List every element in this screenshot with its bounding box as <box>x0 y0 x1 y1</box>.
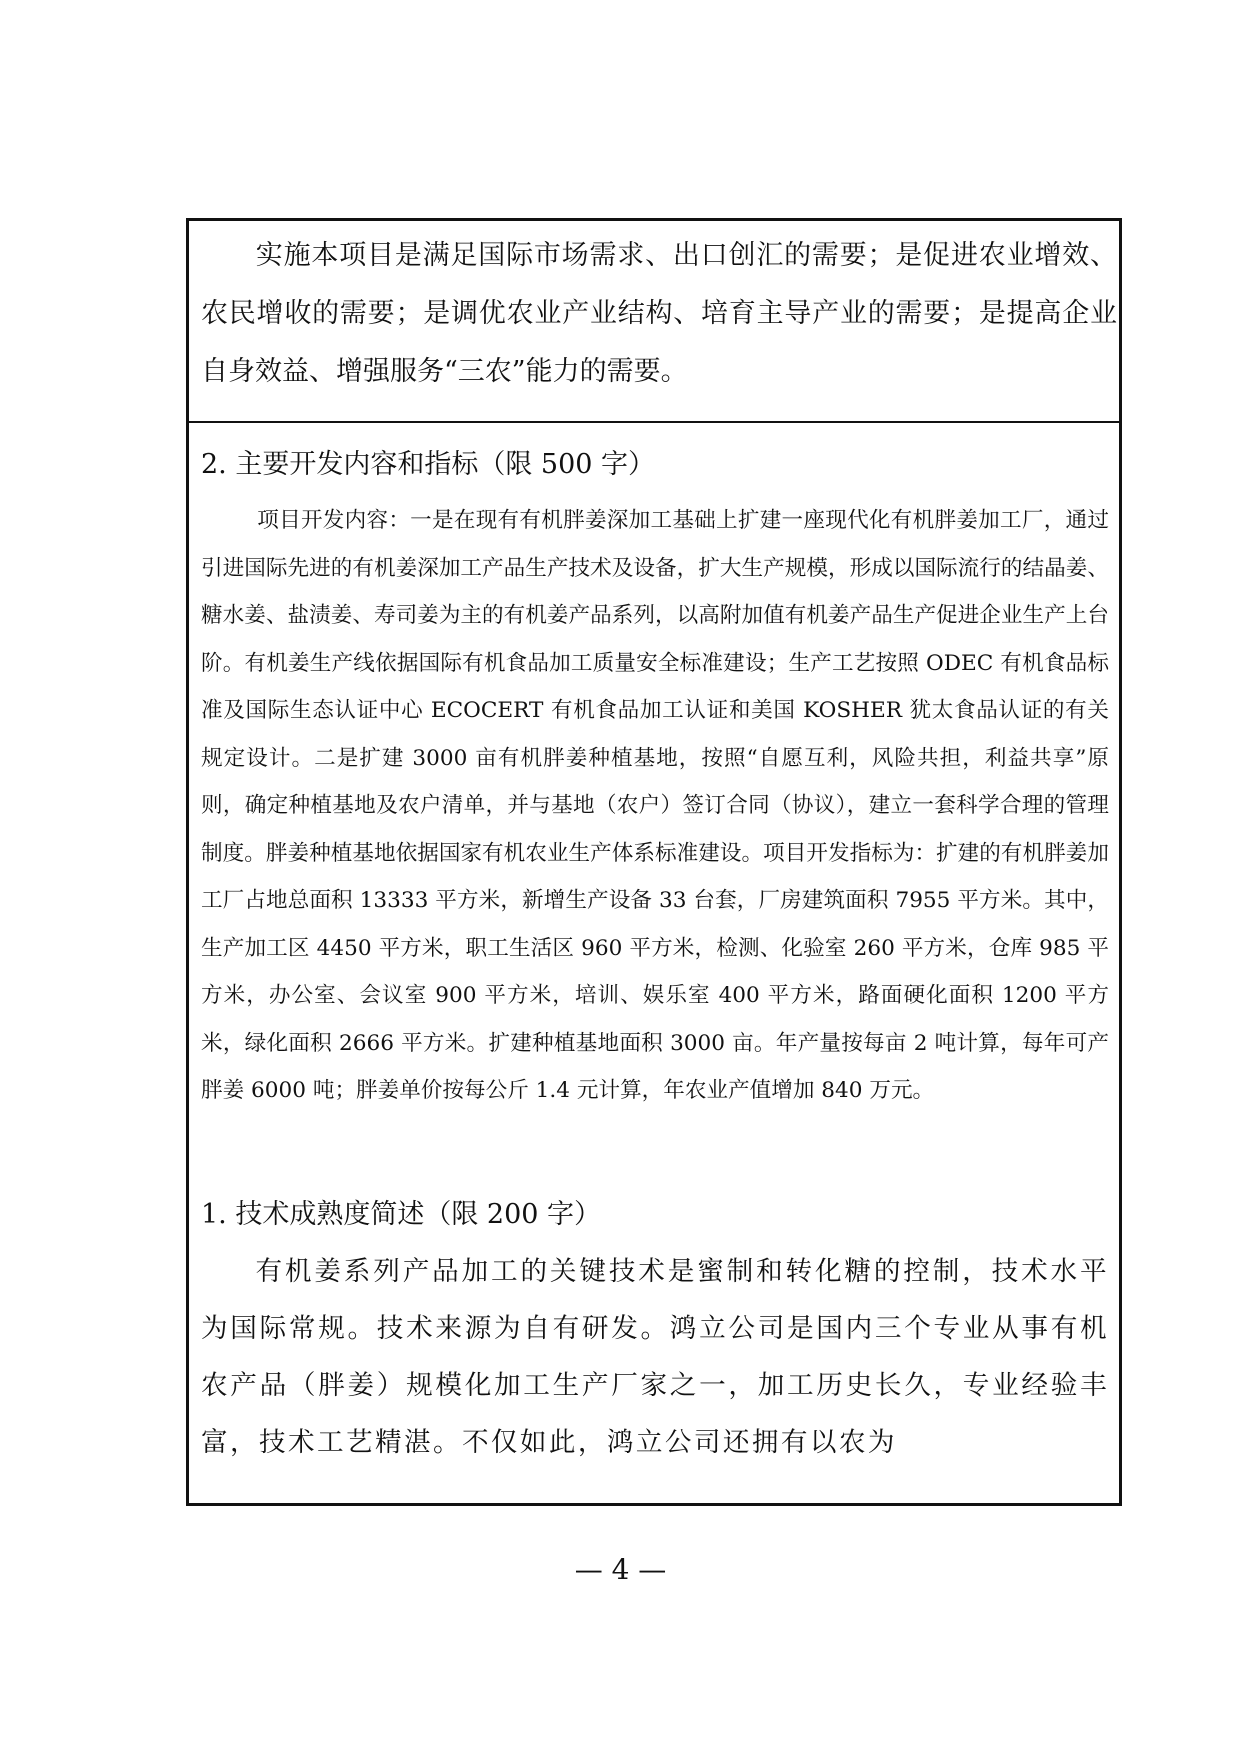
intro-paragraph <box>201 227 1117 401</box>
development-heading: 2. 主要开发内容和指标（限 500 字） <box>201 449 656 480</box>
development-paragraph-text: 项目开发内容：一是在现有有机胖姜深加工基础上扩建一座现代化有机胖姜加工厂，通过引进国际先进的有机姜深加工产品生产技术及设备，扩大生产规模，形成以国际流行的结晶姜、糖水姜、盐渍姜、寿司姜为主的有机姜产品系列，以高附加值有机姜产品生产促进企业生产上台阶。有机姜生产线依据国际有机食品加工质量安全标准建设；生产工艺按照 ODEC 有机食品标准及国际生态认证中心 ECOCERT 有机食品加工认证和美国 KOSHER 犹太食品认证的有关规定设计。二是扩建 3000 亩有机胖姜种植基地，按照“自愿互利，风险共担，利益共享”原则，确定种植基地及农户清单，并与基地（农户）签订合同（协议），建立一套科学合理的管理制度。胖姜种植基地依据国家有机农业生产体系标准建设。项目开发指标为：扩建的有机胖姜加工厂占地总面积 13333 平方米，新增生产设备 33 台套，厂房建筑面积 7955 平方米。其中，生产加工区 4450 平方米，职工生活区 960 平方米，检测、化验室 260 平方米，仓库 985 平方米，办公室、会议室 900 平方米，培训、娱乐室 400 平方米，路面硬化面积 1200 平方米，绿化面积 2666 平方米。扩建种植基地面积 3000 亩。年产量按每亩 2 吨计算，每年可产胖姜 6000 吨；胖姜单价按每公斤 1.4 元计算，年农业产值增加 840 万元。 <box>201 508 1109 1103</box>
technology-paragraph <box>201 1243 1109 1471</box>
development-paragraph <box>201 497 1109 1115</box>
form-table <box>186 218 1122 1506</box>
intro-paragraph-text: 实施本项目是满足国际市场需求、出口创汇的需要；是促进农业增效、农民增收的需要；是调优农业产业结构、培育主导产业的需要；是提高企业自身效益、增强服务“三农”能力的需要。 <box>201 240 1117 387</box>
page-number: — 4 — <box>574 1553 667 1586</box>
table-row-development <box>189 423 1119 1503</box>
technology-heading: 1. 技术成熟度简述（限 200 字） <box>201 1199 602 1230</box>
table-row-intro <box>189 221 1119 423</box>
technology-paragraph-text: 有机姜系列产品加工的关键技术是蜜制和转化糖的控制，技术水平为国际常规。技术来源为自有研发。鸿立公司是国内三个专业从事有机农产品（胖姜）规模化加工生产厂家之一，加工历史长久，专业经验丰富，技术工艺精湛。不仅如此，鸿立公司还拥有以农为 <box>201 1256 1109 1458</box>
